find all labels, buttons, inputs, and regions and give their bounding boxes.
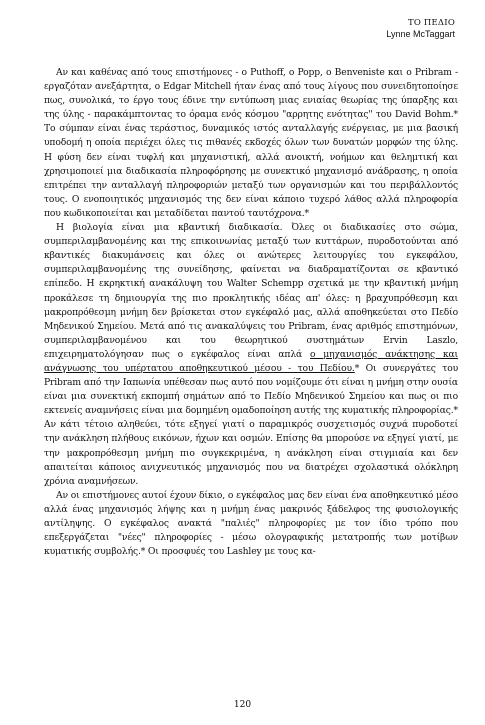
paragraph-text: Αν οι επιστήμονες αυτοί έχουν δίκιο, ο εγκέφαλος μας δεν είναι ένα αποθηκευτικό μέσο αλλά ένας μηχανισμός λήψης και η μνήμη ένας μακρινός ξάδελφος της φυσιολογικής αντίληψης. Ο εγκέφαλος ανακτά "παλιές" πληροφορίες με τον ίδιο τρόπο που επεξεργάζεται "νέες" πληροφορίες - μέσω ολογραφικής μετατροπής των μοτίβων κυματικής συμβολής.* Οι προσφυές του Lashley με τους κα- (44, 489, 458, 558)
page-number: 120 (233, 700, 252, 710)
paragraph (44, 221, 458, 489)
paragraph-text: Αν και καθένας από τους επιστήμονες - ο Puthoff, ο Popp, ο Benveniste και ο Pribram - εργαζόταν ανεξάρτητα, ο Edgar Mitchell ήταν ένας από τους λίγους που συνειδητοποίησε πως, συνολικά, το έργο τους έδινε την εντύπωση μιας ενιαίας θεωρίας της ύπαρξης και της ύλης - παρακάμπτοντας το όραμα ενός κόσμου "αρρητης ενότητας" του David Bohm.* Το σύμπαν είναι ένας τεράστιος, δυναμικός ιστός ανταλλαγής ενέργειας, με μια βασική υποδομή η οποία περιέχει όλες τις πιθανές εκδοχές όλων των δυνατών μορφών της ύλης. Η φύση δεν είναι τυφλή και μηχανιστική, αλλά ανοικτή, νοήμων και θελημτική και χρησιμοποιεί μια διαδικασία πληροφόρησης με συνεκτικό μηχανισμό ανάδρασης, η οποία επιτρέπει την ανταλλαγή πληροφοριών μεταξύ των οργανισμών και του περιβάλλοντός τους. Ο ενοποιητικός μηχανισμός της δεν είναι κάποιο τυχερό λάθος αλλά πληροφορία που κωδικοποιείται και μεταδίδεται παντού ταυτόχρονα.* (44, 67, 458, 219)
paragraph (44, 66, 458, 221)
paragraph-text: Η βιολογία είναι μια κβαντική διαδικασία. Όλες οι διαδικασίες στο σώμα, συμπεριλαμβανομένης και της επικοινωνίας μεταξύ των κυττάρων, πυροδοτούνται από κβαντικές διακυμάνσεις και όλες οι ανώτερες λειτουργίες του εγκεφάλου, συμπεριλαμβανομένης της συνείδησης, φαίνεται να διαδραματίζονται σε κβαντικό επίπεδο. Η εκρηκτική ανακάλυψη του Walter Schempp σχετικά με την κβαντική μνήμη προκάλεσε τη δημιουργία της πιο προκλητικής ιδέας απ' όλες: η βραχυπρόθεσμη και μακροπρόθεσμη μνήμη δεν βρίσκεται στον εγκέφαλό μας, αλλά αποθηκεύεται στο Πεδίο Μηδενικού Σημείου. Μετά από τις ανακαλύψεις του Pribram, ένας αριθμός επιστημόνων, συμπεριλαμβανομένου και του θεωρητικού συστημάτων Ervin Laszlo, επιχειρηματολόγησαν πως ο εγκέφαλος είναι απλά (44, 222, 458, 360)
paragraph-text: * Οι συνεργάτες του Pribram από την Ιαπωνία υπέθεσαν πως αυτό που νομίζουμε ότι είναι η μνήμη στην ουσία είναι μια συνεκτική εκπομπή σημάτων από το Πεδίο Μηδενικού Σημείου και πως οι πιο εκτενείς αναμνήσεις είναι μια δομημένη ομαδοποίηση αυτής της κυματικής πληροφορίας.* Αν κάτι τέτοιο αληθεύει, τότε εξηγεί γιατί ο παραμικρός συσχετισμός συχνά πυροδοτεί την ανάκληση πλήθους εικόνων, ήχων και οσμών. Επίσης θα μπορούσε να εξηγεί γιατί, με την μακροπρόθεσμη μνήμη πιο συγκεκριμένα, η ανάκληση είναι στιγμιαία και δεν απαιτείται κάποιος ανιχνευτικός μηχανισμός που να διατρέχει σχολαστικά ολόκληρη χρόνια αναμνήσεων. (44, 362, 459, 487)
paragraph (44, 489, 458, 559)
body-text (44, 66, 458, 559)
running-head (386, 18, 455, 40)
author-name: Lynne McTaggart (386, 29, 455, 39)
book-title: ΤΟ ΠΕΔΙΟ (407, 18, 455, 28)
underlined-passage: ο μηχανισμός ανάκτησης και ανάγνωσης του υπέρτατου αποθηκευτικού μέσου - του Πεδίου. (44, 348, 458, 374)
